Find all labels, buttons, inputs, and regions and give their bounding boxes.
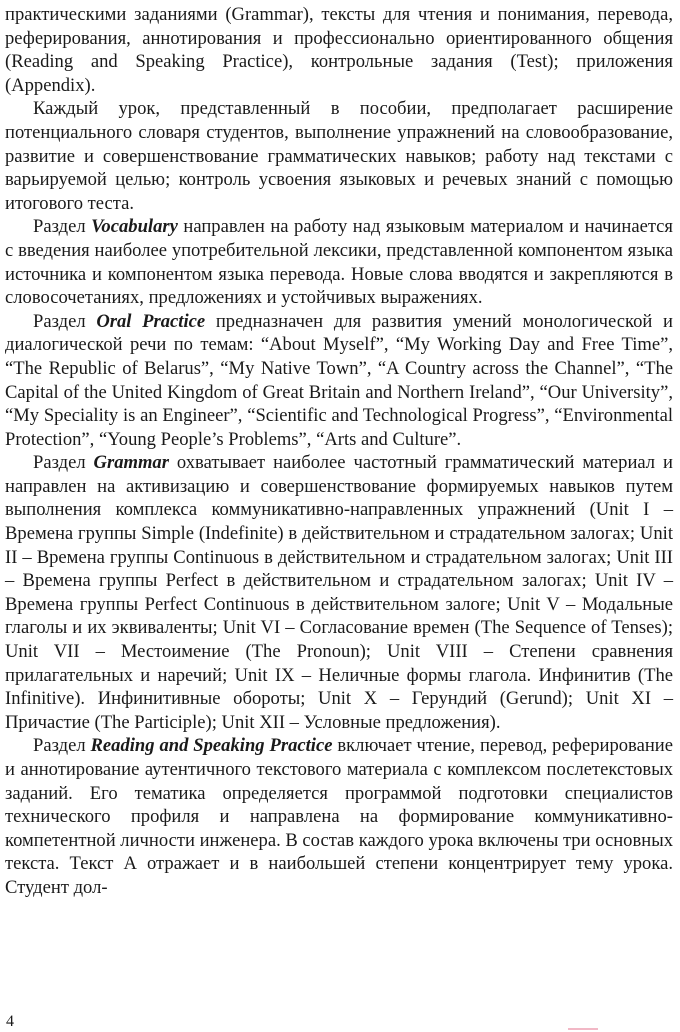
page-number: 4 — [6, 1013, 14, 1030]
paragraph-reading-speaking-section — [5, 734, 673, 899]
paragraph-text: Раздел — [33, 452, 94, 474]
paragraph-text: Раздел — [33, 735, 91, 757]
paragraph-text: предназначен для развития умений монологической и диалогической речи по темам: “About Myself”, “My Working Day and Free Time”, “The Republic of Belarus”, “My Native Town”, “A Country across the Channel”, “The Capital of the United Kingdom of Great Britain and Northern Ireland”, “Our University”, “My Speciality is an Engineer”, “Scientific and Technological Progress”, “Environmental Protection”, “Young People’s Problems”, “Arts and Culture”. — [5, 310, 673, 450]
paragraph-text: включает чтение, перевод, реферирование и аннотирование аутентичного текстового материала с комплексом послетекстовых заданий. Его тематика определяется программой подготовки специалистов технического профиля и направлена на формирование коммуникативно-компетентной личности инженера. В состав каждого урока включены три основных текста. Текст А отражает и в наибольшей степени концентрирует тему урока. Студент дол- — [5, 735, 673, 898]
paragraph-grammar-section — [5, 451, 673, 734]
paragraph-intro-continuation — [5, 3, 673, 97]
paragraph-text: практическими заданиями (Grammar), тексты для чтения и понимания, перевода, реферирования, аннотирования и профессионально ориентированного общения (Reading and Speaking Practice), контрольные задания (Test); приложения (Appendix). — [5, 4, 673, 96]
page-edge-mark — [568, 1028, 598, 1030]
paragraph-lesson-structure — [5, 97, 673, 215]
paragraph-text: Каждый урок, представленный в пособии, предполагает расширение потенциального словаря студентов, выполнение упражнений на словообразование, развитие и совершенствование грамматических навыков; работу над текстами с варьируемой целью; контроль усвоения языковых и речевых знаний с помощью итогового теста. — [5, 98, 673, 214]
paragraph-text: Раздел — [33, 310, 97, 332]
paragraph-text: охватывает наиболее частотный грамматический материал и направлен на активизацию и совершенствование формируемых навыков путем выполнения комплекса коммуникативно-направленных упражнений (Unit I – Времена группы Simple (Indefinite) в действительном и страдательном залогах; Unit II – Времена группы Continuous в действительном и страдательном залогах; Unit III – Времена группы Perfect в действительном и страдательном залогах; Unit IV – Времена группы Perfect Continuous в действительном залоге; Unit V – Модальные глаголы и их эквиваленты; Unit VI – Согласование времен (The Sequence of Tenses); Unit VII – Местоимение (The Pronoun); Unit VIII – Степени сравнения прилагательных и наречий; Unit IX – Неличные формы глагола. Инфинитив (The Infinitive). Инфинитивные обороты; Unit X – Герундий (Gerund); Unit XI – Причастие (The Participle); Unit XII – Условные предложения). — [5, 452, 673, 733]
section-term-grammar: Grammar — [93, 452, 169, 474]
section-term-reading-speaking-practice: Reading and Speaking Practice — [90, 735, 333, 757]
page-body — [5, 3, 673, 900]
paragraph-text: Раздел — [33, 216, 92, 238]
section-term-oral-practice: Oral Practice — [96, 310, 206, 332]
paragraph-oral-practice-section — [5, 310, 673, 452]
paragraph-vocabulary-section — [5, 215, 673, 309]
section-term-vocabulary: Vocabulary — [91, 216, 178, 238]
paragraph-text: направлен на работу над языковым материалом и начинается с введения наиболее употребительной лексики, представленной компонентом языка источника и компонентом языка перевода. Новые слова вводятся и закрепляются в словосочетаниях, предложениях и устойчивых выражениях. — [5, 216, 673, 309]
